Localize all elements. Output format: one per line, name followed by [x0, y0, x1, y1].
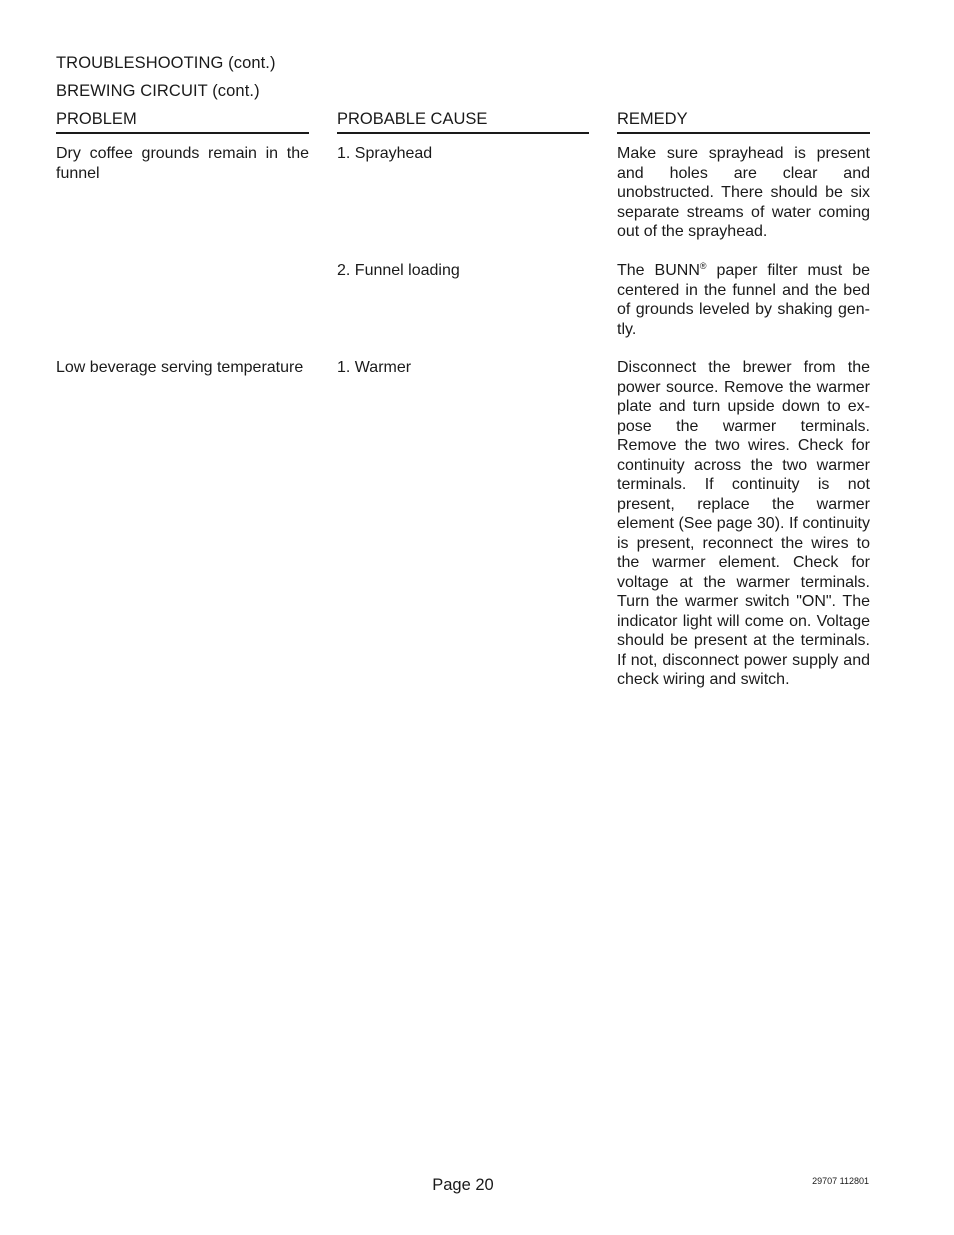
section-subtitle: BREWING CIRCUIT (cont.)	[56, 82, 260, 100]
column-header-cause: PROBABLE CAUSE	[337, 110, 589, 134]
page-number: Page 20	[432, 1176, 494, 1194]
problem-cell: Dry coffee grounds remain in the funnel	[56, 145, 309, 182]
cause-cell: 1. Warmer	[337, 359, 412, 376]
section-title: TROUBLESHOOTING (cont.)	[56, 54, 276, 72]
remedy-cell: Make sure sprayhead is present and holes are clear and unobstructed. There should be six separate streams of water coming out of the sprayhead.	[617, 145, 870, 240]
column-header-remedy: REMEDY	[617, 110, 870, 134]
column-header-problem: PROBLEM	[56, 110, 309, 134]
cause-cell: 1. Sprayhead	[337, 145, 433, 162]
remedy-cell	[617, 261, 870, 339]
document-code: 29707 112801	[812, 1176, 869, 1186]
remedy-text: paper filter must be centered in the funnel and the bed of grounds leveled by shaking gen- tly.	[617, 262, 870, 338]
remedy-text: The BUNN	[617, 262, 700, 279]
cause-cell: 2. Funnel loading	[337, 262, 460, 279]
registered-mark: ®	[699, 261, 707, 271]
problem-cell: Low beverage serving temperature	[56, 359, 304, 376]
remedy-cell: Disconnect the brewer from the power source. Remove the warmer plate and turn upside down to ex- pose the warmer terminals. Remove the two wires. Check for continuity across the two warmer terminals. If continuity is not present, replace the warmer element (See page 30). If continuity is present, reconnect the wires to the warmer element. Check for voltage at the warmer terminals. Turn the warmer switch "ON". The indicator light will come on. Voltage should be present at the terminals. If not, disconnect power supply and check wiring and switch.	[617, 359, 870, 688]
